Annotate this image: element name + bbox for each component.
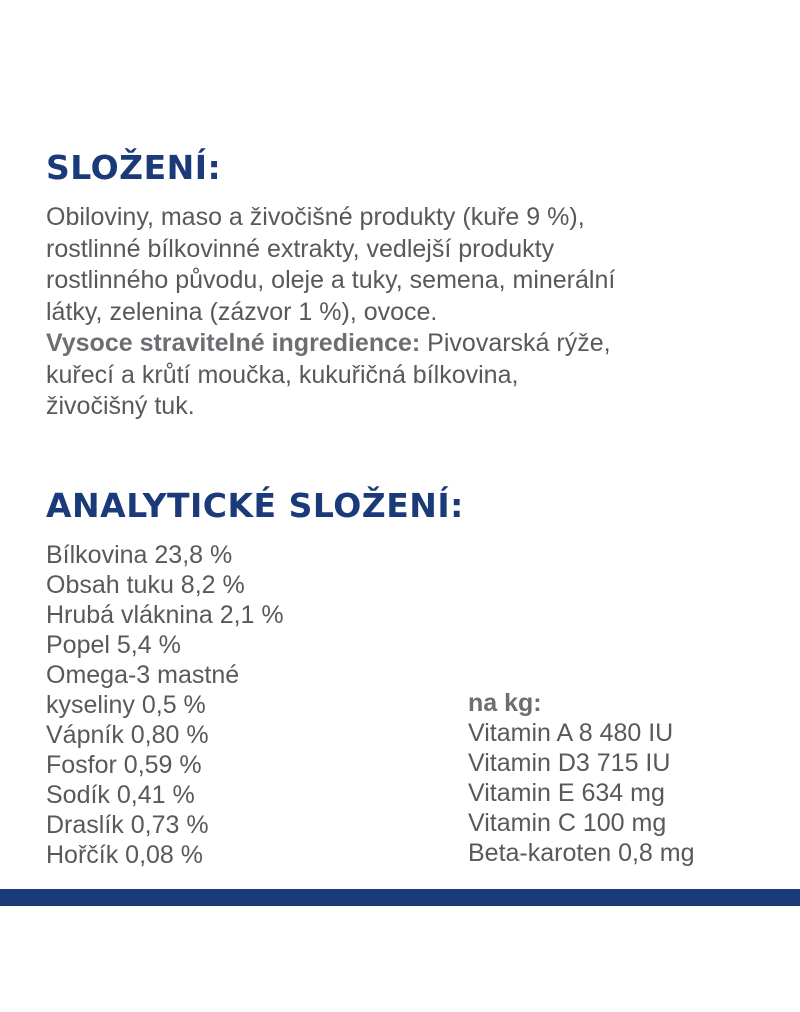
analytical-item: Obsah tuku 8,2 %	[46, 571, 245, 599]
vitamin-item: Beta-karoten 0,8 mg	[468, 839, 695, 867]
vitamin-item: Vitamin A 8 480 IU	[468, 719, 674, 747]
vitamin-item: Vitamin E 634 mg	[468, 779, 665, 807]
composition-line: rostlinné bílkovinné extrakty, vedlejší produkty	[46, 234, 555, 263]
analytical-item: Omega-3 mastné	[46, 661, 240, 689]
analytical-item: Hrubá vláknina 2,1 %	[46, 601, 284, 629]
vitamin-item: Vitamin D3 715 IU	[468, 749, 671, 777]
digestible-line: živočišný tuk.	[46, 392, 195, 420]
analytical-heading: ANALYTICKÉ SLOŽENÍ:	[46, 486, 464, 525]
analytical-item: Vápník 0,80 %	[46, 721, 209, 749]
composition-line: Obiloviny, maso a živočišné produkty (kuře 9 %),	[46, 203, 585, 231]
analytical-item: Draslík 0,73 %	[46, 811, 209, 839]
analytical-item: Fosfor 0,59 %	[46, 751, 202, 779]
analytical-item: Hořčík 0,08 %	[46, 841, 204, 869]
vitamin-item: Vitamin C 100 mg	[468, 809, 667, 837]
composition-text	[46, 202, 776, 423]
digestible-label: Vysoce stravitelné ingredience:	[46, 329, 421, 357]
composition-heading: SLOŽENÍ:	[46, 148, 222, 187]
per-kg-label: na kg:	[468, 689, 542, 717]
digestible-text: Pivovarská rýže,	[420, 329, 611, 357]
composition-line: rostlinného původu, oleje a tuky, semena, minerální	[46, 266, 616, 294]
analytical-item: Sodík 0,41 %	[46, 781, 195, 809]
analytical-item: kyseliny 0,5 %	[46, 691, 206, 719]
composition-line: látky, zelenina (zázvor 1 %), ovoce.	[46, 297, 438, 326]
bottom-divider-bar	[0, 889, 800, 906]
analytical-list	[46, 540, 284, 870]
analytical-item: Popel 5,4 %	[46, 631, 181, 659]
vitamin-list	[468, 688, 695, 868]
digestible-line: kuřecí a krůtí moučka, kukuřičná bílkovina,	[46, 360, 519, 389]
digestible-line	[46, 328, 776, 360]
analytical-item: Bílkovina 23,8 %	[46, 541, 233, 569]
